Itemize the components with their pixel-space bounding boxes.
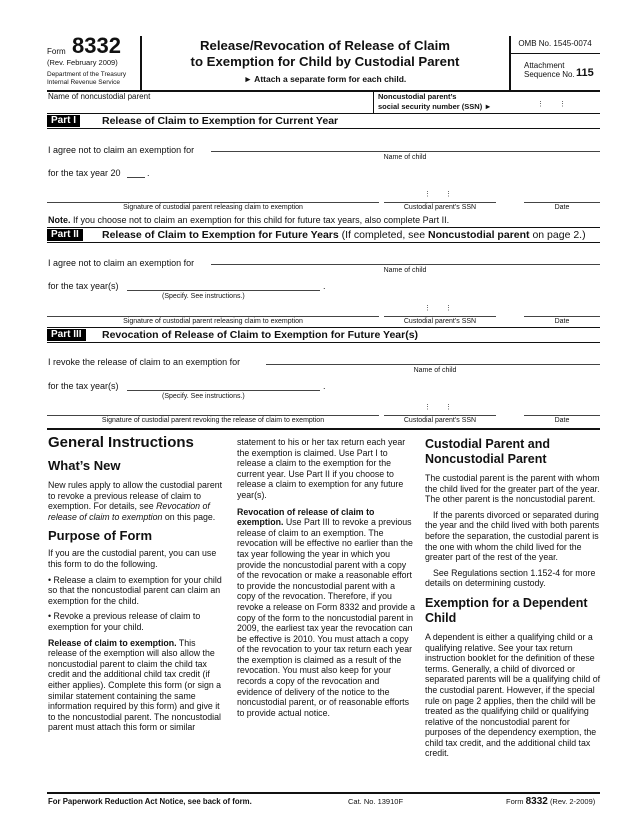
part3-child-name-field[interactable] — [266, 354, 600, 364]
part1-date-caption: Date — [554, 204, 570, 211]
part1-ssn-caption: Custodial parent’s SSN — [403, 204, 477, 211]
part3-ssn-caption: Custodial parent’s SSN — [403, 417, 477, 424]
part1-tax-year-field[interactable] — [127, 167, 145, 177]
purpose-bullet-1: • Release a claim to exemption for your child so that the noncustodial parent can claim an exemption for the child. — [48, 574, 222, 606]
part3-child-name-line — [266, 364, 600, 365]
part3-top-rule — [47, 327, 600, 328]
purpose-heading: Purpose of Form — [48, 528, 153, 544]
footer-form-number: 8332 — [525, 796, 548, 807]
part2-date-line — [524, 316, 600, 317]
department: Department of the Treasury — [47, 71, 127, 78]
whats-new-text — [48, 480, 226, 522]
part1-title: Release of Claim to Exemption for Current Year — [102, 115, 339, 127]
part2-date-caption: Date — [554, 318, 570, 325]
part2-period: . — [323, 281, 326, 291]
catalog-number: Cat. No. 13910F — [348, 797, 404, 806]
col3-paragraph-2: If the parents divorced or separated during the year and the child lived with both parents before the separation, the custodial parent is the one with whom the child lived for the greater part of the rest of the year. — [425, 509, 600, 563]
part2-signature-caption: Signature of custodial parent releasing claim to exemption — [123, 318, 303, 325]
part1-tag: Part I — [47, 115, 80, 127]
note-text: If you choose not to claim an exemption for this child for future tax years, also complete Part II. — [70, 215, 450, 225]
agency: Internal Revenue Service — [47, 79, 120, 86]
part3-ssn-field[interactable]: ⋮ ⋮ — [424, 404, 452, 411]
paperwork-notice: For Paperwork Reduction Act Notice, see back of form. — [48, 797, 252, 806]
instructions-column-3 — [425, 437, 601, 759]
form-title-line1: Release/Revocation of Release of Claim — [200, 38, 450, 53]
part3-period: . — [323, 381, 326, 391]
release-text: This release of the exemption will also allow the noncustodial parent to claim the child tax credit and the additional child tax credit (if either applies). Complete this form (or sign a similar statement containing the same information required by this form) and give it to the noncustodial parent. The noncustodial parent must attach this form or similar — [48, 637, 222, 733]
whats-new-italic: Revocation of release of claim to exemption — [48, 501, 210, 522]
col3-paragraph-4: A dependent is either a qualifying child or a qualifying relative. See your tax return instruction booklet for the definition of these terms. Generally, a child of divorced or separated parents will be a qualifying child of the custodial parent. However, if the special rule on page 2 applies, then the child will be treated as the qualifying child or qualifying relative of the noncustodial parent for purposes of the dependency exemption, the child tax credit, and the additional child tax credit. — [425, 631, 601, 759]
part2-title-end: on page 2.) — [529, 229, 586, 241]
part1-period: . — [147, 168, 150, 178]
noncustodial-name-field[interactable] — [47, 91, 372, 113]
attachment-label: Attachment — [524, 61, 565, 70]
part2-signature-field[interactable] — [47, 299, 379, 316]
part1-signature-field[interactable] — [47, 185, 379, 202]
custodial-parent-heading: Custodial Parent and Noncustodial Parent — [425, 437, 551, 466]
footer-revision: (Rev. 2-2009) — [549, 797, 596, 806]
footer-rule — [47, 792, 600, 794]
part2-title — [102, 229, 586, 241]
part3-date-line — [524, 415, 600, 416]
part1-signature-line — [47, 202, 379, 203]
part3-revoke-text: I revoke the release of claim to an exemption for — [48, 357, 241, 367]
col2-paragraph-1: statement to his or her tax return each year the exemption is claimed. Use Part I to release a claim to the exemption for the current year. Use Part II if you choose to release a claim to exemption for any future year(s). — [237, 437, 406, 500]
part2-top-rule — [47, 227, 600, 228]
whats-new-heading: What’s New — [48, 458, 121, 473]
part3-title: Revocation of Release of Claim to Exemption for Future Year(s) — [102, 329, 419, 341]
instructions-column-1 — [48, 434, 226, 733]
noncustodial-ssn-label-1: Noncustodial parent’s — [378, 92, 457, 101]
note-bold: Note. — [48, 215, 71, 225]
release-bold: Release of claim to exemption. — [48, 637, 177, 648]
part1-tax-year-line — [127, 177, 145, 178]
instructions-column-2 — [237, 437, 415, 718]
sequence-number: 115 — [576, 67, 594, 79]
part2-agree-text: I agree not to claim an exemption for — [48, 258, 195, 268]
revocation-paragraph — [237, 507, 415, 719]
part3-tax-years-field[interactable] — [127, 380, 320, 390]
noncustodial-ssn-field[interactable]: ⋮ ⋮ — [537, 101, 566, 108]
part2-child-name-field[interactable] — [211, 254, 600, 264]
col3-paragraph-3: See Regulations section 1.152-4 for more details on determining custody. — [425, 567, 596, 589]
part2-tag: Part II — [47, 229, 83, 241]
part1-signature-caption: Signature of custodial parent releasing claim to exemption — [123, 204, 303, 211]
part2-tax-years-text: for the tax year(s) — [48, 281, 119, 291]
part1-ssn-field[interactable]: ⋮ ⋮ — [424, 191, 452, 198]
part1-child-name-line — [211, 151, 600, 152]
part2-signature-line — [47, 316, 379, 317]
part3-date-field[interactable] — [524, 401, 600, 415]
part1-agree-text: I agree not to claim an exemption for — [48, 145, 195, 155]
part3-tax-years-line — [127, 390, 320, 391]
omb-number: OMB No. 1545-0074 — [518, 39, 592, 48]
footer-form-id — [506, 797, 595, 807]
part3-title-rule — [47, 342, 600, 343]
top-field-divider — [373, 91, 374, 113]
part2-tax-years-line — [127, 290, 320, 291]
part1-date-line — [524, 202, 600, 203]
part2-child-name-line — [211, 264, 600, 265]
part2-ssn-field[interactable]: ⋮ ⋮ — [424, 305, 452, 312]
part1-child-name-field[interactable] — [211, 141, 600, 151]
part2-tax-years-field[interactable] — [127, 280, 320, 290]
revocation-text: Use Part III to revoke a previous release of claim to an exemption. The revocation will be effective no earlier than the tax year following the year in which you provide the noncustodial parent with a copy of the revocation or make a reasonable effort to provide the noncustodial parent with a copy of the revocation. Therefore, if you revoke a release on Form 8332 and provide a copy of the form to the noncustodial parent in 2009, the earliest tax year the revocation can be effective is 2010. You must attach a copy of the revocation to your tax return each year the exemption is claimed as a result of the revocation. You must also keep for your records a copy of the revocation and evidence of delivery of the notice to the noncustodial parent, or of reasonable efforts to provide actual notice. — [237, 517, 415, 718]
part1-child-name-caption: Name of child — [383, 154, 427, 161]
release-paragraph — [48, 638, 226, 733]
revocation-bold: Revocation of release of claim to exemption. — [237, 506, 375, 528]
instructions-top-rule — [47, 428, 600, 430]
note-line — [48, 215, 449, 226]
part3-child-name-caption: Name of child — [413, 367, 457, 374]
form-number: 8332 — [72, 33, 121, 58]
part2-specify-caption: (Specify. See instructions.) — [162, 293, 245, 300]
part2-child-name-caption: Name of child — [383, 267, 427, 274]
form-label: Form — [47, 47, 66, 56]
sequence-label: Sequence No. — [524, 70, 575, 79]
part3-signature-field[interactable] — [47, 398, 379, 415]
part1-ssn-line — [384, 202, 496, 203]
revision-date: (Rev. February 2009) — [47, 58, 118, 67]
attach-instruction: ► Attach a separate form for each child. — [243, 74, 407, 84]
part3-specify-caption: (Specify. See instructions.) — [162, 393, 245, 400]
footer-form-word: Form — [506, 797, 524, 806]
part3-signature-caption: Signature of custodial parent revoking the release of claim to exemption — [101, 417, 325, 424]
part2-title-mid: (If completed, see — [338, 229, 429, 241]
part3-signature-line — [47, 415, 379, 416]
part2-title-rule — [47, 242, 600, 243]
noncustodial-ssn-label-2: social security number (SSN) ► — [378, 102, 492, 111]
part2-ssn-line — [384, 316, 496, 317]
part2-title-bold: Release of Claim to Exemption for Future Years — [102, 229, 339, 241]
general-instructions-heading: General Instructions — [48, 434, 194, 451]
part2-date-field[interactable] — [524, 302, 600, 316]
omb-rule — [510, 53, 600, 54]
part2-title-bold2: Noncustodial parent — [428, 229, 530, 241]
whats-new-end: on this page. — [162, 511, 216, 522]
part2-ssn-caption: Custodial parent’s SSN — [403, 318, 477, 325]
part3-ssn-line — [384, 415, 496, 416]
part3-tax-years-text: for the tax year(s) — [48, 381, 119, 391]
part3-date-caption: Date — [554, 417, 570, 424]
purpose-text: If you are the custodial parent, you can use this form to do the following. — [48, 548, 217, 569]
col3-paragraph-1: The custodial parent is the parent with whom the child lived for the greater part of the year. The other parent is the noncustodial parent. — [425, 473, 600, 505]
purpose-bullet-2: • Revoke a previous release of claim to exemption for your child. — [48, 611, 201, 632]
whats-new-body: New rules apply to allow the custodial parent to revoke a previous release of claim to exemption. For details, see — [48, 480, 223, 512]
part1-tax-year-text: for the tax year 20 — [48, 168, 121, 178]
header-divider-left — [140, 36, 142, 90]
part1-title-rule — [47, 128, 600, 129]
form-title-line2: to Exemption for Child by Custodial Parent — [190, 54, 460, 69]
part3-tag: Part III — [47, 329, 86, 341]
part1-top-rule — [47, 113, 600, 114]
noncustodial-name-label: Name of noncustodial parent — [48, 92, 151, 101]
part1-date-field[interactable] — [524, 188, 600, 202]
dependent-child-heading: Exemption for a Dependent Child — [425, 595, 588, 625]
